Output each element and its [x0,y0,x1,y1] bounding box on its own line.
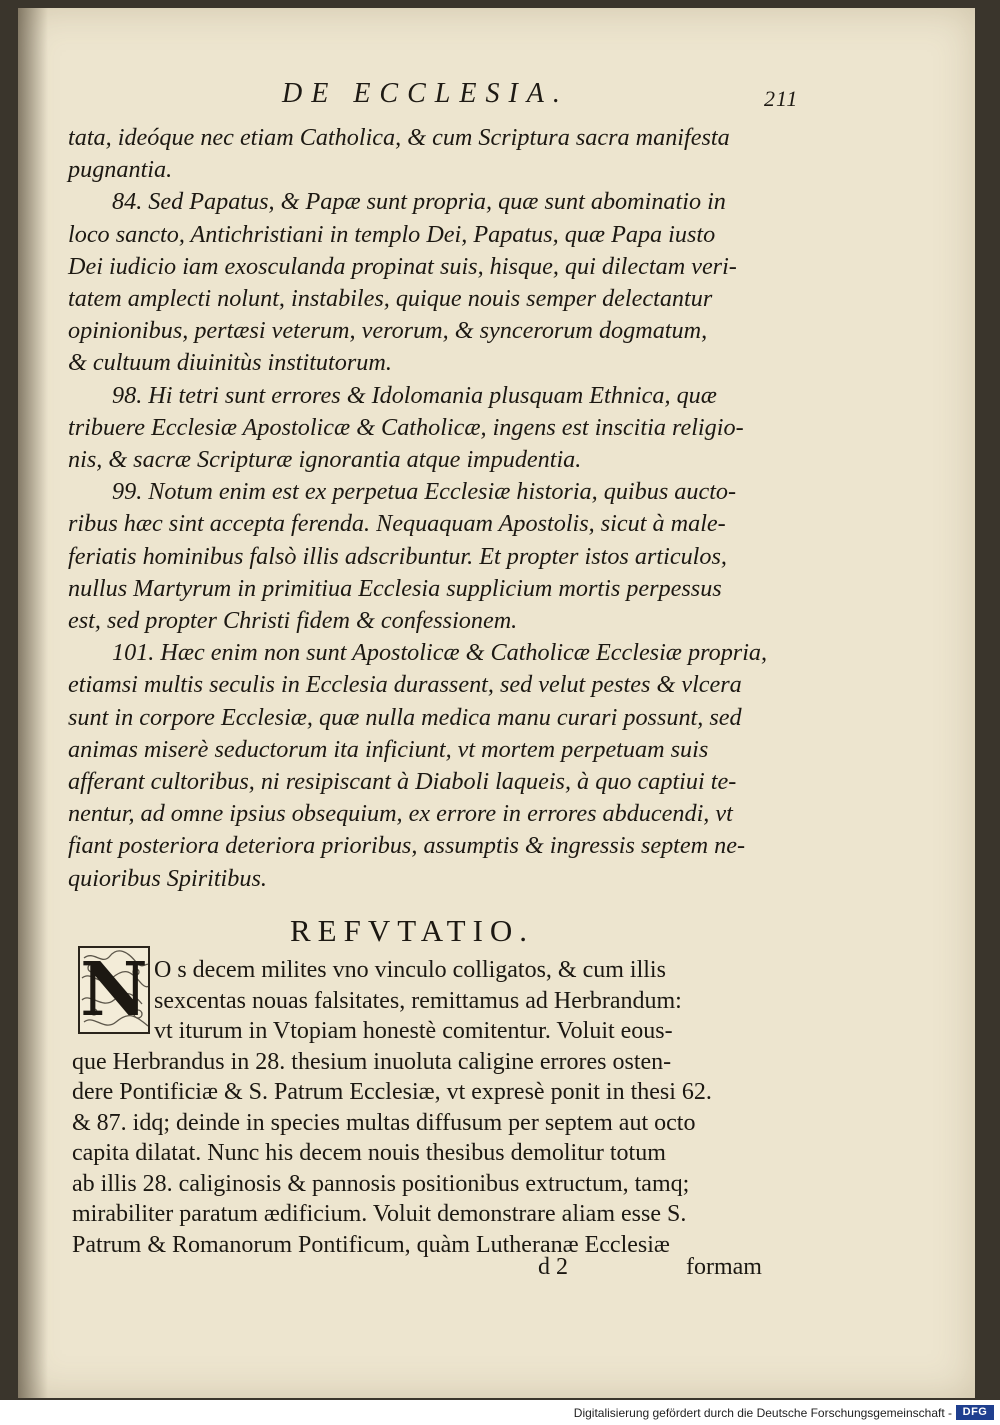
initial-letter: N [80,947,148,1033]
running-head: DE ECCLESIA. [282,78,569,109]
text-line: tata, ideóque nec etiam Catholica, & cum Scriptura sacra manifesta [68,124,730,151]
text-line: nis, & sacræ Scripturæ ignorantia atque impudentia. [68,446,582,474]
paragraph-thesis-98 [68,380,813,477]
text-line: pugnantia. [68,156,173,184]
text-line: ab illis 28. caliginosis & pannosis positionibus extructum, tamq; [72,1170,690,1197]
text-line: mirabiliter paratum ædificium. Voluit demonstrare aliam esse S. [72,1201,687,1227]
catchword: formam [686,1254,762,1280]
text-line: vt iturum in Vtopiam honestè comitentur. Voluit eous- [154,1018,673,1044]
italic-text-block [68,122,813,895]
text-line: etiamsi multis seculis in Ecclesia durassent, sed velut pestes & vlcera [68,671,742,699]
text-line: 84. Sed Papatus, & Papæ sunt propria, quæ sunt abominatio in [112,188,726,216]
text-line: 99. Notum enim est ex perpetua Ecclesiæ historia, quibus aucto- [112,478,737,506]
text-line: Dei iudicio iam exosculanda propinat suis, hisque, qui dilectam veri- [68,252,737,280]
refutatio-text-block [72,955,787,1260]
text-line: sexcentas nouas falsitates, remittamus ad Herbrandum: [154,987,682,1014]
text-line: nullus Martyrum in primitiua Ecclesia supplicium mortis perpessus [68,574,722,602]
footer-bar [0,1400,1000,1425]
text-line: sunt in corpore Ecclesiæ, quæ nulla medica manu curari possunt, sed [68,703,742,731]
text-line: quioribus Spiritibus. [68,864,267,892]
text-line: ribus hæc sint accepta ferenda. Nequaquam Apostolis, sicut à male- [68,510,726,538]
text-line: 101. Hæc enim non sunt Apostolicæ & Catholicæ Ecclesiæ propria, [112,639,768,667]
text-line: Patrum & Romanorum Pontificum, quàm Lutheranæ Ecclesiæ [72,1231,670,1258]
text-line: opinionibus, pertæsi veterum, verorum, & syncerorum dogmatum, [68,317,708,345]
text-line: fiant posteriora deteriora prioribus, assumptis & ingressis septem ne- [68,832,746,860]
paragraph-continuation [68,122,813,186]
page-gutter-shadow [18,8,48,1398]
page-number: 211 [764,86,799,111]
text-line: loco sancto, Antichristiani in templo Dei, Papatus, quæ Papa iusto [68,220,716,248]
text-line: tribuere Ecclesiæ Apostolicæ & Catholicæ, ingens est inscitia religio- [68,413,744,441]
section-heading: REFVTATIO. [290,913,535,948]
text-line: O s decem milites vno vinculo colligatos, & cum illis [154,957,666,983]
funding-notice: Digitalisierung gefördert durch die Deutsche Forschungsgemeinschaft - [573,1406,952,1420]
text-line: animas miserè seductorum ita inficiunt, vt mortem perpetuam suis [68,735,709,763]
text-line: capita dilatat. Nunc his decem nouis thesibus demolitur totum [72,1140,666,1166]
text-line: nentur, ad omne ipsius obsequium, ex errore in errores abducendi, vt [68,800,733,828]
text-line: dere Pontificiæ & S. Patrum Ecclesiæ, vt expresè ponit in thesi 62. [72,1079,712,1105]
text-line: 98. Hi tetri sunt errores & Idolomania plusquam Ethnica, quæ [112,381,717,409]
text-line: & cultuum diuinitùs institutorum. [68,349,392,377]
text-line: feriatis hominibus falsò illis adscribuntur. Et propter istos articulos, [68,542,727,570]
paragraph-thesis-84 [68,186,813,379]
signature-mark: d 2 [538,1254,568,1280]
text-line: que Herbrandus in 28. thesium inuoluta caligine errores osten- [72,1048,672,1075]
text-line: afferant cultoribus, ni resipiscant à Diaboli laqueis, à quo captiui te- [68,768,737,796]
text-line: & 87. idq; deinde in species multas diffusum per septem aut octo [72,1109,696,1136]
text-line: tatem amplecti nolunt, instabiles, quique nouis semper delectantur [68,285,713,313]
paragraph-thesis-99 [68,476,813,637]
dfg-logo-icon[interactable]: DFG [956,1405,994,1420]
text-line: est, sed propter Christi fidem & confessionem. [68,607,518,635]
paragraph-thesis-101 [68,637,813,895]
